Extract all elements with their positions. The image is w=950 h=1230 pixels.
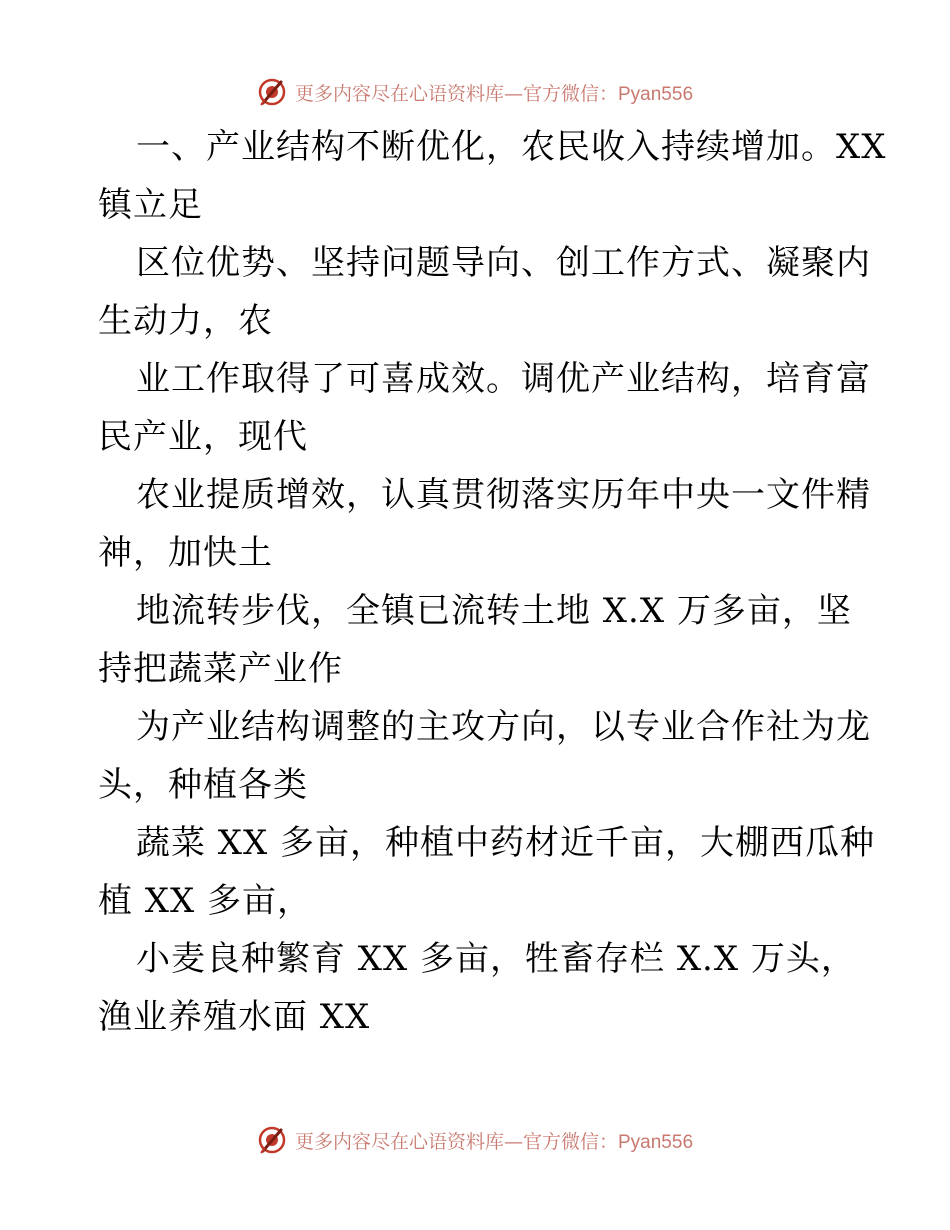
watermark-text: 更多内容尽在心语资料库—官方微信：Pyan556 <box>294 82 694 105</box>
paragraph <box>98 582 858 698</box>
paragraph-line: 神，加快土 <box>98 533 273 573</box>
paragraph <box>98 234 871 350</box>
footer-watermark <box>0 1120 950 1160</box>
paragraph-line: 渔业养殖水面 XX <box>98 997 371 1037</box>
paragraph-line: 蔬菜 XX 多亩，种植中药材近千亩，大棚西瓜种 <box>136 823 876 863</box>
paragraph-line: 业工作取得了可喜成效。调优产业结构，培育富 <box>136 359 871 399</box>
paragraph-line: 区位优势、坚持问题导向、创工作方式、凝聚内 <box>136 243 871 283</box>
paragraph-line: 一、产业结构不断优化，农民收入持续增加。XX <box>136 127 887 167</box>
paragraph <box>98 466 871 582</box>
paragraph <box>98 118 887 234</box>
paragraph <box>98 698 871 814</box>
paragraph <box>98 350 871 466</box>
paragraph-line: 头，种植各类 <box>98 765 308 805</box>
document-body <box>98 118 887 1046</box>
pen-logo-icon <box>257 77 287 107</box>
paragraph-line: 持把蔬菜产业作 <box>98 649 343 689</box>
paragraph-line: 地流转步伐，全镇已流转土地 X.X 万多亩，坚 <box>136 591 852 631</box>
pen-logo-icon <box>257 1125 287 1155</box>
paragraph-line: 为产业结构调整的主攻方向，以专业合作社为龙 <box>136 707 871 747</box>
paragraph <box>98 930 858 1046</box>
paragraph <box>98 814 876 930</box>
paragraph-line: 生动力，农 <box>98 301 273 341</box>
paragraph-line: 植 XX 多亩， <box>98 881 313 921</box>
paragraph-line: 小麦良种繁育 XX 多亩，牲畜存栏 X.X 万头， <box>136 939 856 979</box>
paragraph-line: 镇立足 <box>98 185 203 225</box>
paragraph-line: 民产业，现代 <box>98 417 308 457</box>
watermark-text: 更多内容尽在心语资料库—官方微信：Pyan556 <box>294 1130 694 1153</box>
paragraph-line: 农业提质增效，认真贯彻落实历年中央一文件精 <box>136 475 871 515</box>
header-watermark <box>0 72 950 112</box>
